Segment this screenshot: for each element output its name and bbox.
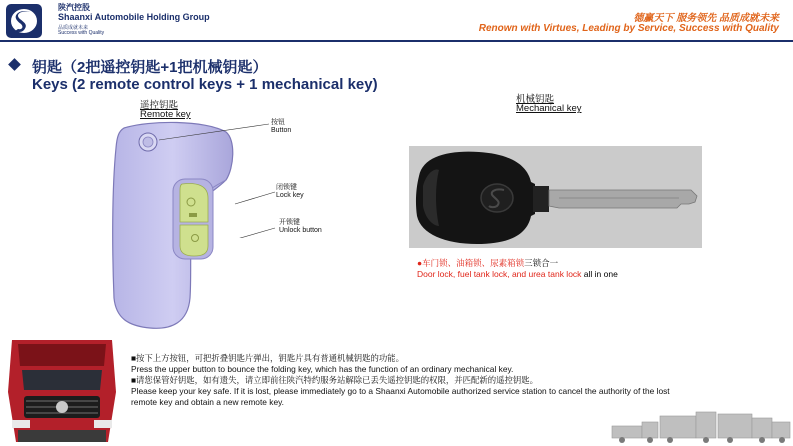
callout-button-cn: 按钮 <box>271 119 285 126</box>
callout-lock-cn: 闭锁键 <box>276 184 297 191</box>
note-line-1: ■按下上方按钮，可把折叠钥匙片弹出，钥匙片具有普通机械钥匙的功能。 <box>131 353 405 363</box>
truck-photo <box>4 332 120 446</box>
logo-text-en: Shaanxi Automobile Holding Group <box>58 12 210 22</box>
note-en-black: all in one <box>581 269 618 279</box>
slogan-cn: 德赢天下 服务领先 品质成就未来 <box>633 13 779 24</box>
logo-subtitle-cn: 品质成就未来 <box>58 25 89 31</box>
note-line-3: ■请您保管好钥匙，如有遗失，请立即前往陕汽特约服务站解除已丢失遥控钥匙的权限，并匹配新的遥控钥匙。 <box>131 375 539 385</box>
mechanical-key-label-cn: 机械钥匙 <box>516 94 555 105</box>
note-en-red: Door lock, fuel tank lock, and urea tank lock <box>417 269 582 279</box>
company-logo-icon <box>6 4 42 38</box>
note-line-5: remote key and obtain a new remote key. <box>131 397 285 407</box>
header-divider <box>0 40 793 42</box>
logo-text-cn: 陕汽控股 <box>58 3 90 12</box>
callout-lines <box>150 118 280 238</box>
page-title-cn: 钥匙（2把遥控钥匙+1把机械钥匙） <box>32 59 268 76</box>
logo-subtitle-en: Success with Quality <box>58 30 105 36</box>
mechanical-key-label-en: Mechanical key <box>516 103 582 114</box>
callout-unlock-cn: 开锁键 <box>279 219 300 226</box>
page-title-en: Keys (2 remote control keys + 1 mechanical key) <box>32 76 378 93</box>
mechanical-key-photo <box>409 146 702 248</box>
callout-unlock-en: Unlock button <box>279 227 322 234</box>
truck-fleet-graphic <box>608 400 793 446</box>
mechanical-key-note-en <box>417 269 618 279</box>
note-cn-black: 三锁合一 <box>524 258 559 268</box>
note-line-2: Press the upper button to bounce the folding key, which has the function of an ordinary mechanical key. <box>131 364 514 374</box>
note-line-4: Please keep your key safe. If it is lost, please immediately go to a Shaanxi Automobile authorized service station to cancel the authority of the lost <box>131 386 670 396</box>
callout-button-en: Button <box>271 127 292 134</box>
mechanical-key-note-cn <box>417 257 558 269</box>
remote-key-label-cn: 遥控钥匙 <box>140 100 179 111</box>
remote-key-label-en: Remote key <box>140 109 191 120</box>
note-cn-red: ●车门锁、油箱锁、尿素箱锁 <box>417 258 525 268</box>
title-bullet-icon <box>8 58 21 71</box>
slogan-en: Renown with Virtues, Leading by Service, Success with Quality <box>478 23 779 34</box>
callout-lock-en: Lock key <box>276 192 304 199</box>
